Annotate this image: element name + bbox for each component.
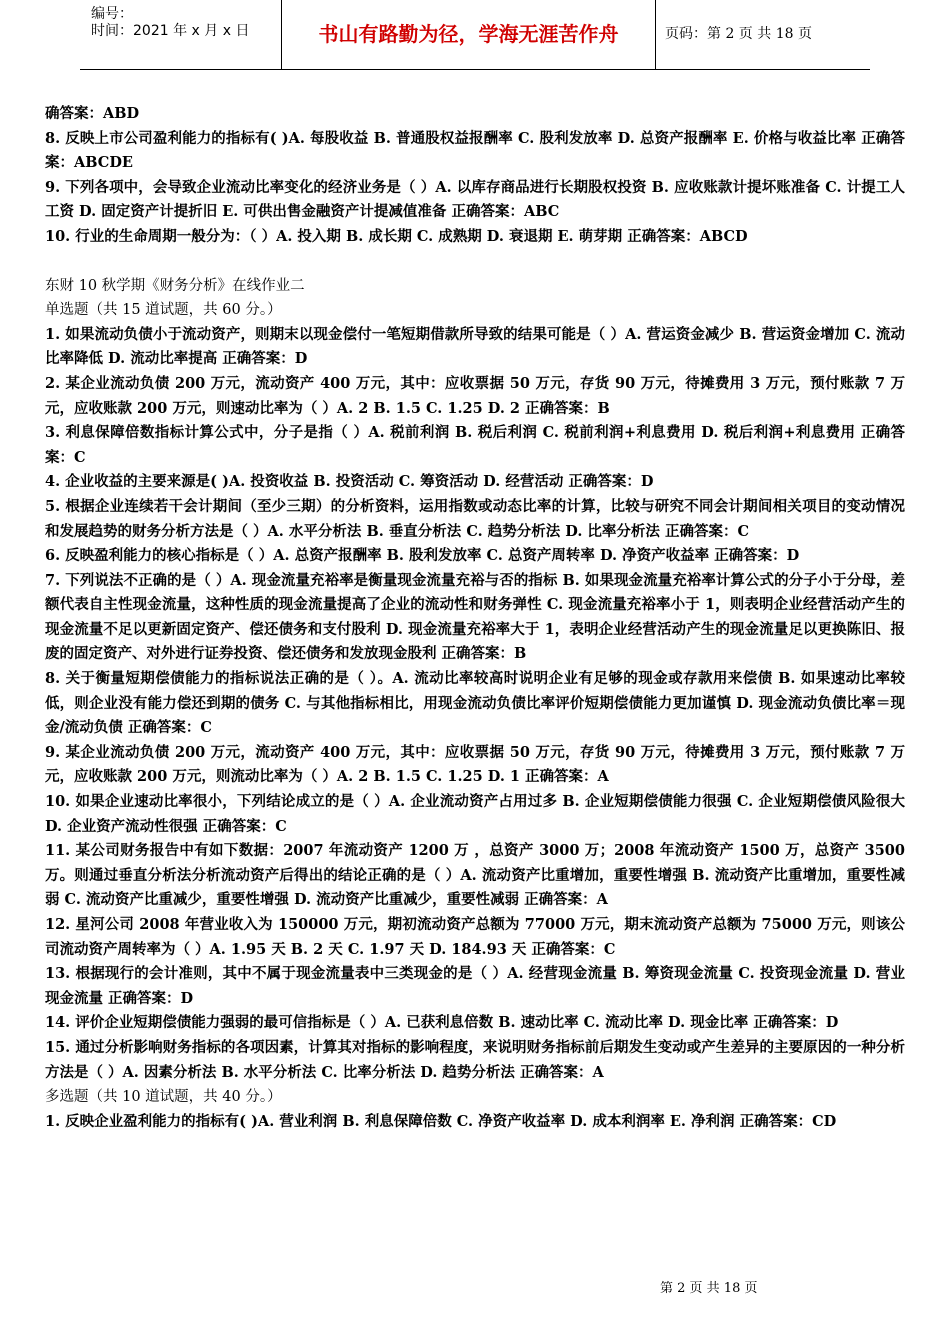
question-item: 14. 评价企业短期偿债能力强弱的最可信指标是（ ）A. 已获利息倍数 B. 速动比率 C. 流动比率 D. 现金比率 正确答案：D (45, 1014, 839, 1032)
header-page-cell (655, 0, 870, 69)
page-header (80, 0, 870, 70)
question-item: 1. 如果流动负债小于流动资产，则期末以现金偿付一笔短期借款所导致的结果可能是（ ）A. 营运资金减少 B. 营运资金增加 C. 流动比率降低 D. 流动比率提高 正确答案：D (45, 325, 905, 368)
header-slogan: 书山有路勤为径，学海无涯苦作舟 (318, 22, 619, 46)
section-title: 东财 10 秋学期《财务分析》在线作业二 (45, 277, 305, 294)
question-item: 7. 下列说法不正确的是（ ）A. 现金流量充裕率是衡量现金流量充裕与否的指标 B. 如果现金流量充裕率计算公式的分子小于分母，差额代表自主性现金流量，这种性质的现金流量提高了企业的流动性和财务弹性 C. 现金流量充裕率小于 1，则表明企业经营活动产生的现金流量不足以更新固定资产、偿还债务和支付股利 D. 现金流量充裕率大于 1，表明企业经营活动产生的现金流量足以更换陈旧、报废的固定资产、对外进行证券投资、偿还债务和发放现金股利 正确答案：B (45, 571, 905, 663)
multi-choice-list (45, 1110, 905, 1135)
question-line: 8. 反映上市公司盈利能力的指标有( )A. 每股收益 B. 普通股权益报酬率 C. 股利发放率 D. 总资产报酬率 E. 价格与收益比率 正确答案：ABCDE (45, 129, 905, 172)
question-line: 10. 行业的生命周期一般分为：（ ）A. 投入期 B. 成长期 C. 成熟期 D. 衰退期 E. 萌芽期 正确答案：ABCD (45, 227, 748, 245)
question-item: 1. 反映企业盈利能力的指标有( )A. 营业利润 B. 利息保障倍数 C. 净资产收益率 D. 成本利润率 E. 净利润 正确答案：CD (45, 1112, 837, 1130)
question-item: 13. 根据现行的会计准则，其中不属于现金流量表中三类现金的是（ ）A. 经营现金流量 B. 筹资现金流量 C. 投资现金流量 D. 营业现金流量 正确答案：D (45, 965, 905, 1007)
question-item: 2. 某企业流动负债 200 万元，流动资产 400 万元，其中：应收票据 50 万元，存货 90 万元，待摊费用 3 万元，预付账款 7 万元，应收账款 200 万元，则速动比率为（ ）A. 2 B. 1.5 C. 1.25 D. 2 正确答案：B (45, 374, 905, 417)
document-number-label: 编号： (91, 6, 133, 22)
single-choice-list (45, 323, 905, 1085)
question-item: 3. 利息保障倍数指标计算公式中，分子是指（ ）A. 税前利润 B. 税后利润 C. 税前利润+利息费用 D. 税后利润+利息费用 正确答案：C (45, 424, 905, 466)
header-page-code: 页码：第 2 页 共 18 页 (665, 26, 812, 42)
page-footer: 第 2 页 共 18 页 (660, 1281, 758, 1296)
question-item: 11. 某公司财务报告中有如下数据：2007 年流动资产 1200 万 ，总资产 3000 万；2008 年流动资产 1500 万，总资产 3500 万。则通过垂直分析法分析流动资产后得出的结论正确的是（ ）A. 流动资产比重增加，重要性增强 B. 流动资产比重增加，重要性减弱 C. 流动资产比重减少，重要性增强 D. 流动资产比重减少，重要性减弱 正确答案：A (45, 842, 905, 909)
section-gap (45, 250, 905, 274)
question-item: 6. 反映盈利能力的核心指标是（ ）A. 总资产报酬率 B. 股利发放率 C. 总资产周转率 D. 净资产收益率 正确答案：D (45, 547, 800, 565)
single-choice-header: 单选题（共 15 道试题，共 60 分。） (45, 302, 282, 319)
question-item: 15. 通过分析影响财务指标的各项因素，计算其对指标的影响程度，来说明财务指标前后期发生变动或产生差异的主要原因的一种分析方法是（ ）A. 因素分析法 B. 水平分析法 C. 比率分析法 D. 趋势分析法 正确答案：A (45, 1038, 905, 1081)
header-meta-cell (80, 0, 280, 69)
question-line: 确答案：ABD (45, 105, 140, 122)
document-body (45, 102, 905, 1134)
continued-questions (45, 102, 905, 250)
question-item: 4. 企业收益的主要来源是( )A. 投资收益 B. 投资活动 C. 筹资活动 D. 经营活动 正确答案：D (45, 473, 654, 491)
document-time-label: 时间：2021 年 x 月 x 日 (91, 23, 250, 39)
question-item: 10. 如果企业速动比率很小，下列结论成立的是（ ）A. 企业流动资产占用过多 B. 企业短期偿债能力很强 C. 企业短期偿债风险很大 D. 企业资产流动性很强 正确答案：C (45, 793, 905, 835)
question-item: 5. 根据企业连续若干会计期间（至少三期）的分析资料，运用指数或动态比率的计算，比较与研究不同会计期间相关项目的变动情况和发展趋势的财务分析方法是（ ）A. 水平分析法 B. 垂直分析法 C. 趋势分析法 D. 比率分析法 正确答案：C (45, 497, 905, 540)
question-line: 9. 下列各项中，会导致企业流动比率变化的经济业务是（ ）A. 以库存商品进行长期股权投资 B. 应收账款计提坏账准备 C. 计提工人工资 D. 固定资产计提折旧 E. 可供出售金融资产计提减值准备 正确答案：ABC (45, 178, 905, 221)
multi-choice-header: 多选题（共 10 道试题，共 40 分。） (45, 1089, 282, 1106)
question-item: 9. 某企业流动负债 200 万元，流动资产 400 万元，其中：应收票据 50 万元，存货 90 万元，待摊费用 3 万元，预付账款 7 万元，应收账款 200 万元，则流动比率为（ ）A. 2 B. 1.5 C. 1.25 D. 1 正确答案：A (45, 743, 905, 786)
question-item: 12. 星河公司 2008 年营业收入为 150000 万元，期初流动资产总额为 77000 万元，期末流动资产总额为 75000 万元，则该公司流动资产周转率为（ ）A. 1.95 天 B. 2 天 C. 1.97 天 D. 184.93 天 正确答案：C (45, 916, 905, 958)
header-slogan-cell (281, 0, 656, 69)
question-item: 8. 关于衡量短期偿债能力的指标说法正确的是（ ）。A. 流动比率较高时说明企业有足够的现金或存款用来偿债 B. 如果速动比率较低，则企业没有能力偿还到期的债务 C. 与其他指标相比，用现金流动负债比率评价短期偿债能力更加谨慎 D. 现金流动负债比率＝现金/流动负债 正确答案：C (45, 670, 905, 737)
